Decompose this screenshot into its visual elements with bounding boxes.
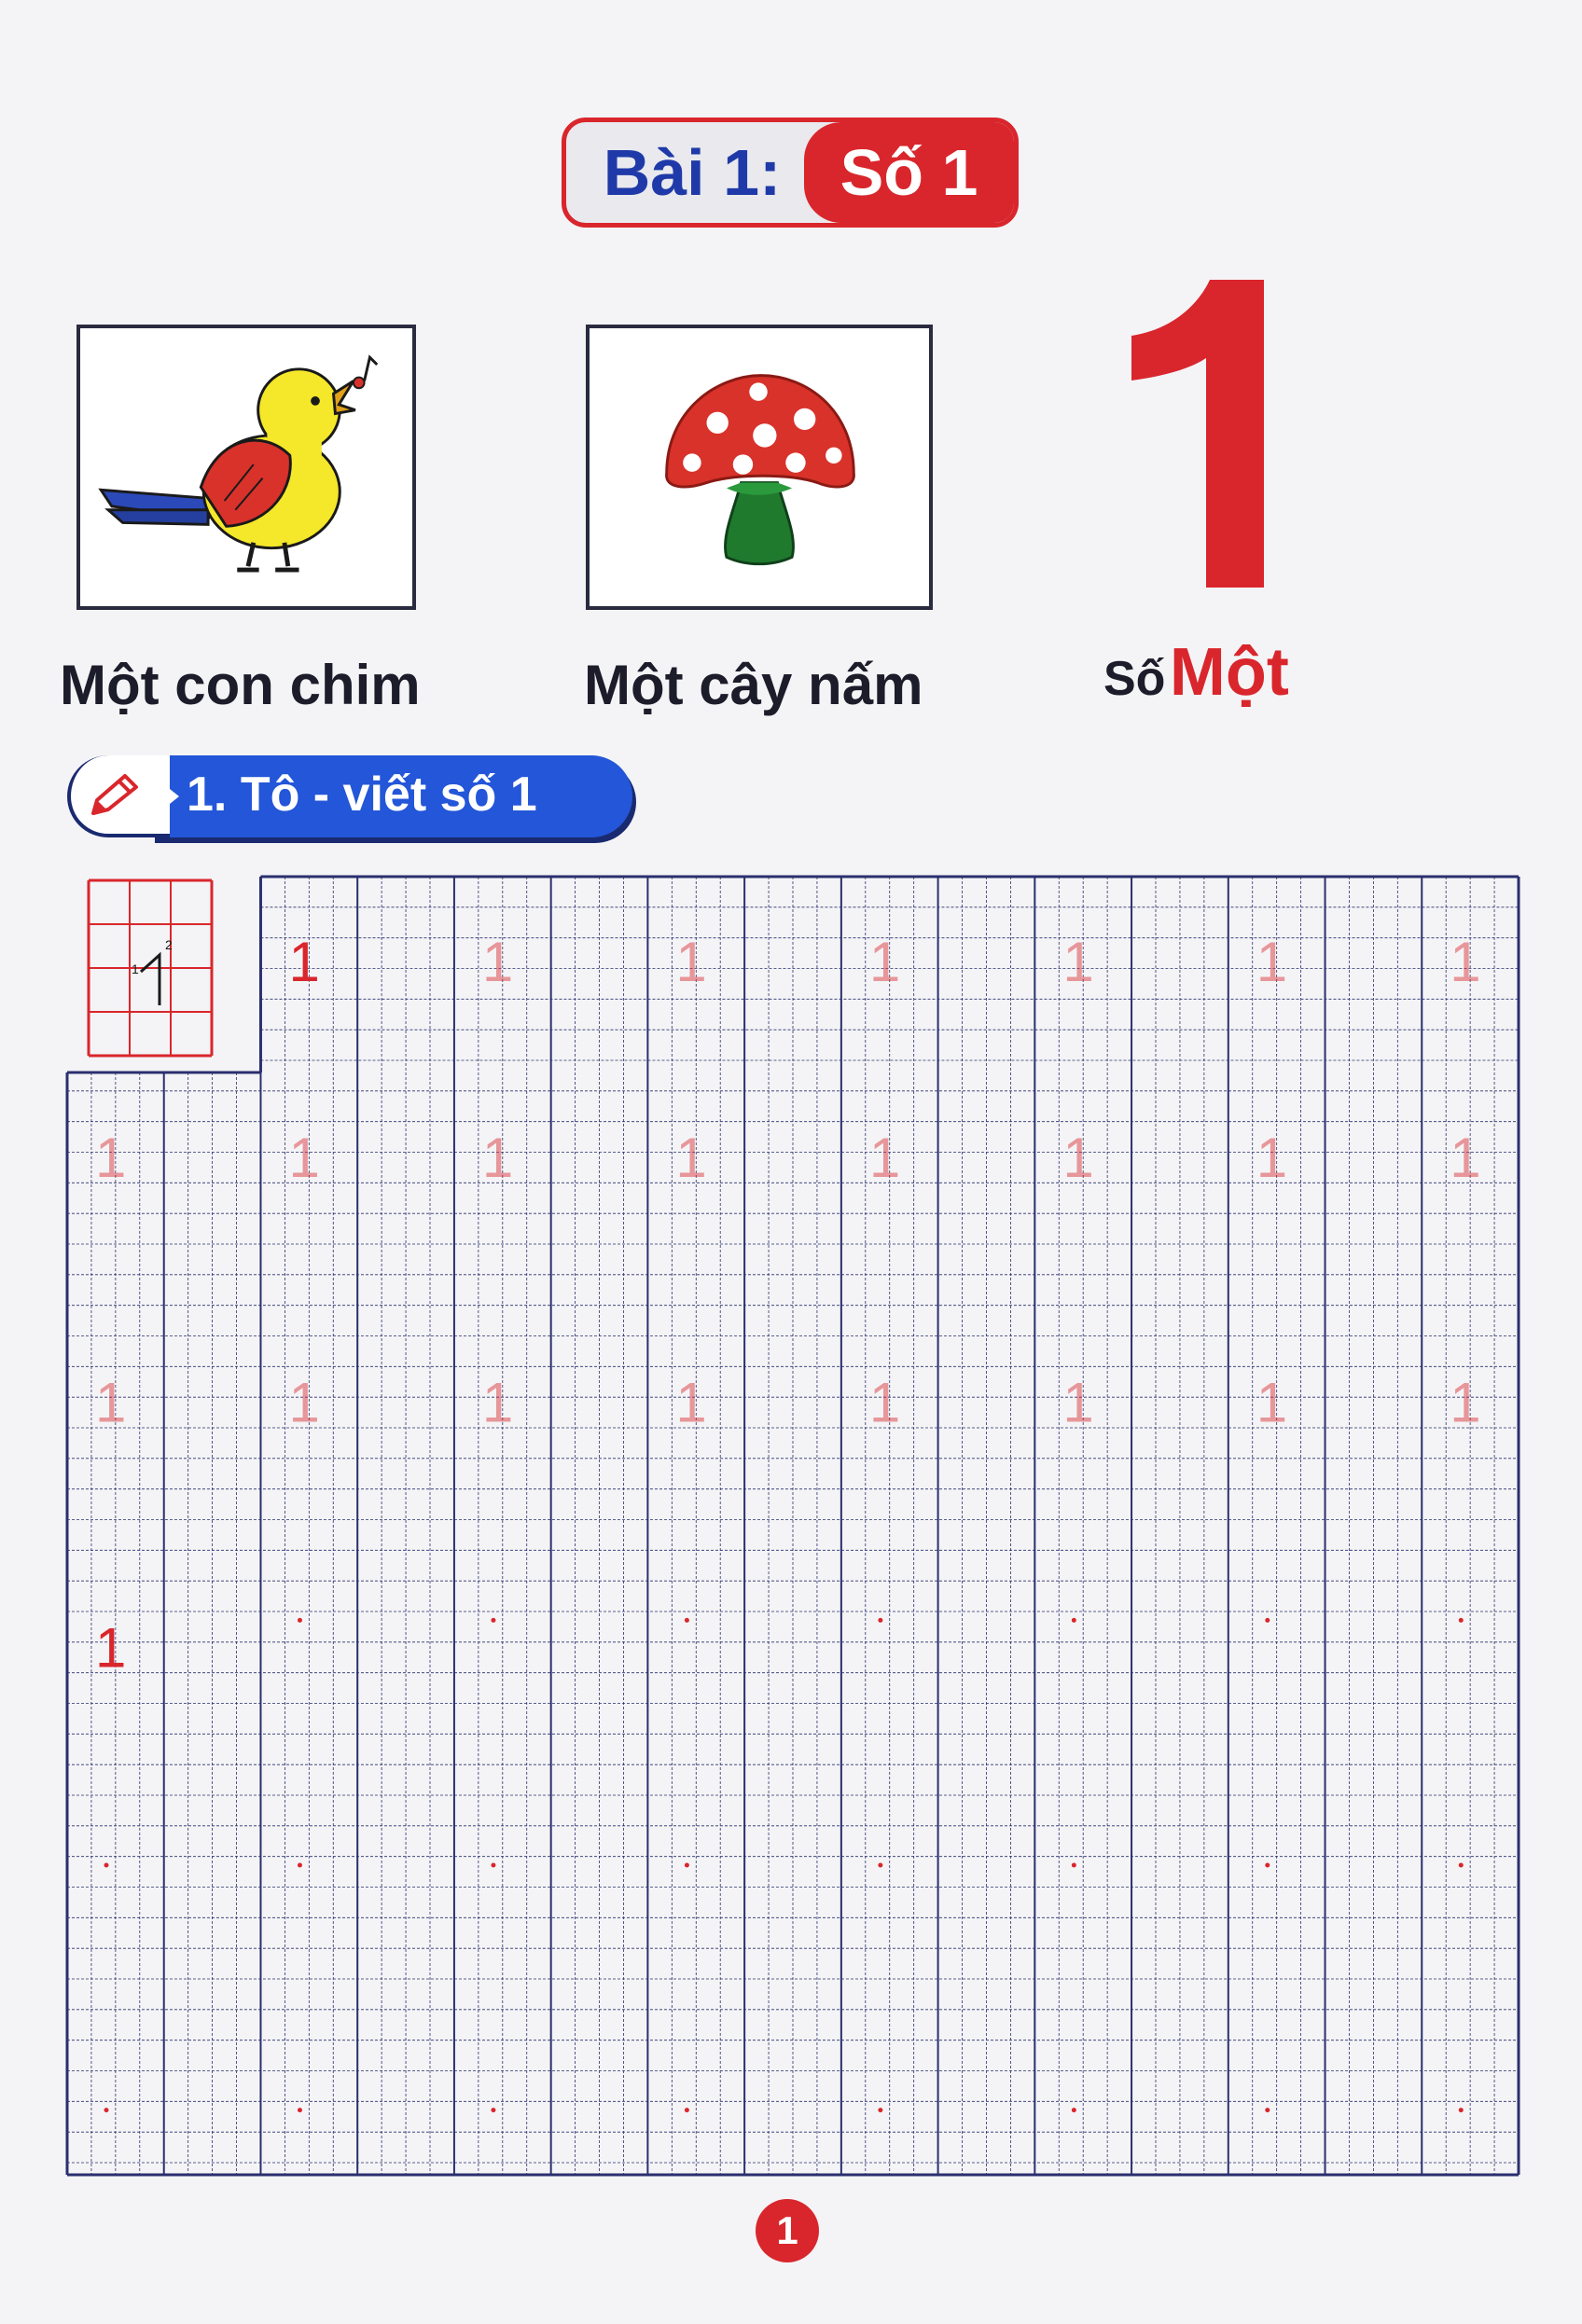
lesson-topic: Số 1: [804, 122, 1014, 223]
practice-digit-top: 1: [481, 931, 514, 993]
start-dot: [685, 2108, 689, 2112]
start-dot: [685, 1863, 689, 1868]
start-dot: [1072, 1863, 1076, 1868]
practice-digit-trace: 1: [868, 1127, 901, 1189]
start-dot: [1459, 1863, 1464, 1868]
practice-digit-top: 1: [1256, 931, 1288, 993]
practice-digit-trace: 1: [1062, 1371, 1094, 1434]
practice-digit-top: 1: [675, 931, 707, 993]
practice-digit-trace: 1: [288, 1127, 320, 1189]
number-word-prefix: Số: [1103, 652, 1166, 706]
practice-digit-trace: 1: [288, 1371, 320, 1434]
start-dot: [878, 2108, 882, 2112]
practice-digit-top: 1: [1450, 931, 1481, 993]
start-dot: [491, 1863, 495, 1868]
stroke-order-guide: [89, 880, 212, 1056]
practice-digit-top: 1: [288, 931, 320, 993]
start-dot: [1459, 2108, 1464, 2112]
practice-digit-trace: 1: [95, 1127, 127, 1189]
start-dot: [104, 1863, 109, 1868]
section-title: 1. Tô - viết số 1: [187, 768, 537, 822]
practice-digit-trace: 1: [1256, 1371, 1288, 1434]
number-word-main: Một: [1169, 635, 1289, 710]
start-dot: [298, 2108, 302, 2112]
start-dot: [878, 1863, 882, 1868]
start-dot: [1265, 1618, 1270, 1623]
mushroom-caption: Một cây nấm: [584, 654, 923, 716]
start-dot: [104, 2108, 109, 2112]
start-dot: [1265, 2108, 1270, 2112]
practice-digit-trace: 1: [1450, 1127, 1481, 1189]
practice-digit-trace: 1: [1256, 1127, 1288, 1189]
practice-digit-trace: 1: [481, 1371, 514, 1434]
practice-digit-trace: 1: [868, 1371, 901, 1434]
practice-digit-trace: 1: [481, 1127, 514, 1189]
lesson-label: Bài 1:: [603, 136, 782, 209]
practice-digit-sample: 1: [95, 1616, 127, 1680]
practice-digit-trace: 1: [1062, 1127, 1094, 1189]
stroke-number-2: 2: [165, 937, 173, 952]
page-number: 1: [756, 2199, 819, 2262]
stroke-path: [141, 955, 160, 1005]
start-dot: [1459, 1618, 1464, 1623]
bird-caption: Một con chim: [60, 654, 421, 716]
start-dot: [1072, 2108, 1076, 2112]
start-dot: [491, 1618, 495, 1623]
practice-digit-top: 1: [868, 931, 901, 993]
stroke-number-1: 1: [132, 961, 139, 976]
practice-digit-trace: 1: [675, 1127, 707, 1189]
practice-digit-trace: 1: [1450, 1371, 1481, 1434]
start-dot: [1072, 1618, 1076, 1623]
practice-digit-trace: 1: [675, 1371, 707, 1434]
start-dot: [685, 1618, 689, 1623]
practice-digit-trace: 1: [95, 1371, 127, 1434]
start-dot: [1265, 1863, 1270, 1868]
start-dot: [298, 1863, 302, 1868]
start-dot: [491, 2108, 495, 2112]
practice-digit-top: 1: [1062, 931, 1094, 993]
start-dot: [298, 1618, 302, 1623]
start-dot: [878, 1618, 882, 1623]
